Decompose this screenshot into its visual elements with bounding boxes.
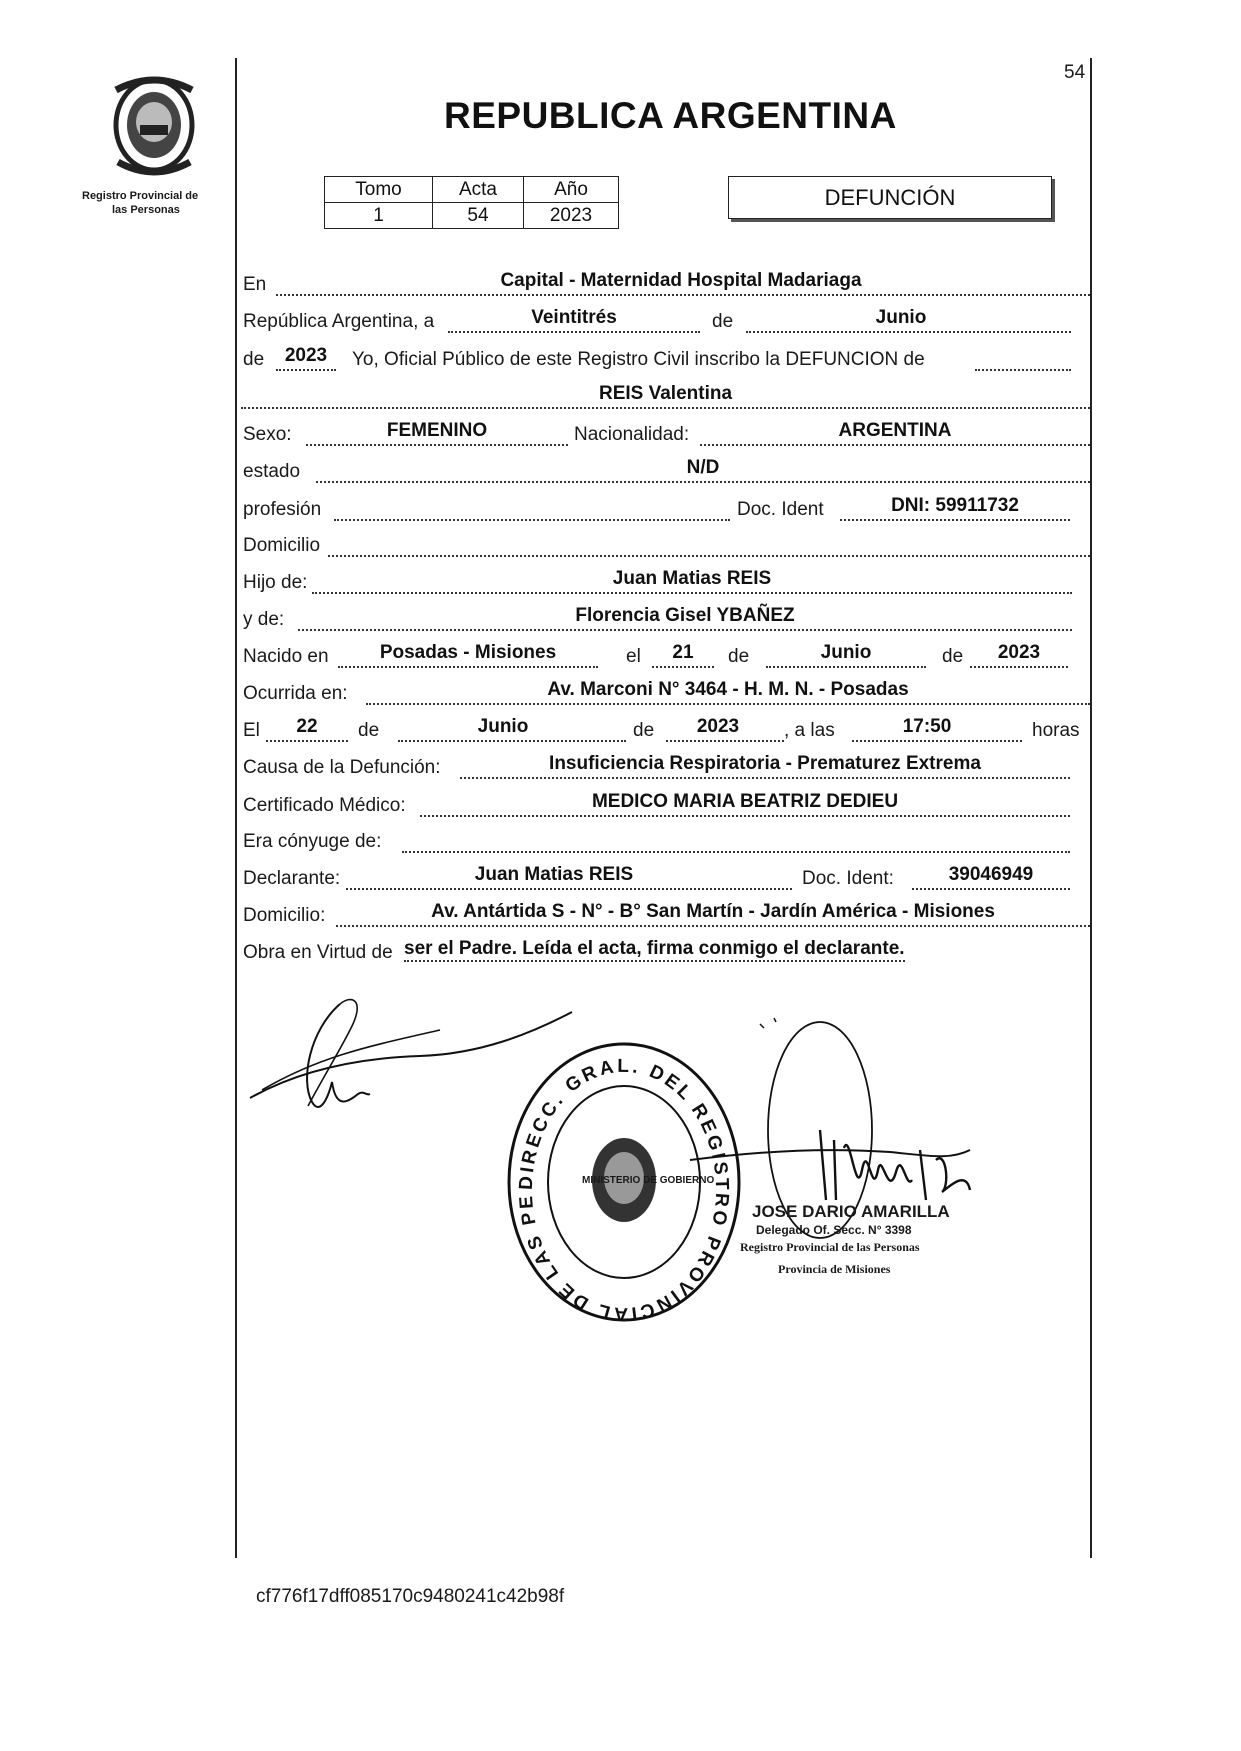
value-nac-anio: 2023	[997, 642, 1041, 663]
dots-def-dia	[266, 740, 348, 742]
value-causa: Insuficiencia Respiratoria - Prematurez Extrema	[549, 753, 981, 774]
value-estado: N/D	[686, 457, 720, 478]
label-el: el	[626, 646, 641, 667]
value-padre: Juan Matias REIS	[612, 568, 772, 589]
value-nacionalidad: ARGENTINA	[838, 420, 952, 441]
dots-profesion	[334, 519, 730, 521]
label-doc-ident: Doc. Ident	[737, 499, 824, 520]
value-nac-mes: Junio	[820, 642, 872, 663]
signatory-province: Provincia de Misiones	[778, 1262, 891, 1276]
value-declarante: Juan Matias REIS	[474, 864, 634, 885]
value-nacido-en: Posadas - Misiones	[379, 642, 557, 663]
value-declarante-doc: 39046949	[948, 864, 1034, 885]
label-estado: estado	[243, 461, 301, 482]
label-horas: horas	[1032, 720, 1080, 741]
label-hijo-de: Hijo de:	[243, 572, 308, 593]
label-a-las: , a las	[784, 720, 835, 741]
label-nacido-en: Nacido en	[243, 646, 329, 667]
label-de-def-mes: de	[358, 720, 380, 741]
org-line-2: las Personas	[112, 204, 180, 216]
dots-nacionalidad	[700, 444, 1090, 446]
dots-madre	[298, 629, 1072, 631]
label-certificado: Certificado Médico:	[243, 795, 406, 816]
value-anio: 2023	[524, 203, 619, 229]
signatory-role: Delegado Of. Secc. N° 3398	[756, 1223, 912, 1237]
dots-declarante-doc	[912, 888, 1070, 890]
value-nombre: REIS Valentina	[598, 383, 733, 404]
label-de-mes: de	[712, 311, 734, 332]
dots-nacido-en	[338, 666, 598, 668]
dots-estado	[316, 481, 1090, 483]
label-de-nac-anio: de	[942, 646, 964, 667]
statement-text: Yo, Oficial Público de este Registro Civil inscribo la DEFUNCION de	[352, 349, 925, 370]
dots-def-mes	[398, 740, 626, 742]
stamp-inner-text: MINISTERIO DE GOBIERNO	[582, 1175, 715, 1186]
left-margin-rule	[235, 58, 237, 1558]
stamp-outer-text: DIRECC. GRAL. DEL REGISTRO PROVINCIAL DE LAS PE	[515, 1055, 733, 1325]
dots-certificado	[420, 815, 1070, 817]
value-def-anio: 2023	[696, 716, 740, 737]
value-acta: 54	[433, 203, 524, 229]
label-republica: República Argentina, a	[243, 311, 435, 332]
value-lugar: Capital - Maternidad Hospital Madariaga	[500, 270, 862, 291]
label-de-anio: de	[243, 349, 265, 370]
right-margin-rule	[1090, 58, 1092, 1558]
dots-anio	[276, 369, 336, 371]
dots-nac-anio	[970, 666, 1068, 668]
page-title: REPUBLICA ARGENTINA	[444, 95, 897, 136]
signatory-name: JOSE DARIO AMARILLA	[752, 1202, 950, 1221]
label-de-def-anio: de	[633, 720, 655, 741]
value-mes: Junio	[875, 307, 927, 328]
label-domicilio-declarante: Domicilio:	[243, 905, 326, 926]
dots-dia	[448, 331, 700, 333]
dots-nac-mes	[766, 666, 926, 668]
dots-en	[276, 294, 1090, 296]
dots-mes	[746, 331, 1071, 333]
label-declarante: Declarante:	[243, 868, 341, 889]
value-dia-texto: Veintitrés	[531, 307, 617, 328]
dots-ocurrida	[366, 703, 1090, 705]
value-sexo: FEMENINO	[386, 420, 488, 441]
label-domicilio: Domicilio	[243, 535, 321, 556]
label-el-cap: El	[243, 720, 260, 741]
value-anio: 2023	[284, 345, 328, 366]
dots-hora	[852, 740, 1022, 742]
dots-declarante	[346, 888, 792, 890]
header-acta: Acta	[433, 177, 524, 203]
dots-nac-dia	[652, 666, 714, 668]
value-hora: 17:50	[902, 716, 952, 737]
document-hash: cf776f17dff085170c9480241c42b98f	[256, 1586, 565, 1607]
org-line-1: Registro Provincial de	[82, 190, 199, 202]
label-ocurrida-en: Ocurrida en:	[243, 683, 348, 704]
label-en: En	[243, 274, 267, 295]
dots-causa	[460, 777, 1070, 779]
dots-declarante-domicilio	[336, 925, 1090, 927]
value-def-mes: Junio	[477, 716, 529, 737]
label-obra: Obra en Virtud de	[243, 942, 393, 963]
record-type-box: DEFUNCIÓN	[728, 176, 1052, 219]
value-obra: ser el Padre. Leída el acta, firma conmigo el declarante.	[404, 938, 905, 962]
record-table	[324, 176, 619, 229]
label-sexo: Sexo:	[243, 424, 292, 445]
page-number: 54	[1064, 62, 1086, 83]
header-anio: Año	[524, 177, 619, 203]
value-def-dia: 22	[296, 716, 318, 737]
value-certificado: MEDICO MARIA BEATRIZ DEDIEU	[591, 791, 899, 812]
label-conyuge: Era cónyuge de:	[243, 831, 382, 852]
province-seal	[104, 70, 204, 180]
value-madre: Florencia Gisel YBAÑEZ	[575, 605, 795, 626]
dots-nombre	[241, 407, 1090, 409]
label-profesion: profesión	[243, 499, 322, 520]
value-nac-dia: 21	[672, 642, 694, 663]
dots-statement	[975, 369, 1071, 371]
dots-def-anio	[666, 740, 784, 742]
dots-doc-ident	[840, 519, 1070, 521]
value-tomo: 1	[325, 203, 433, 229]
dots-conyuge	[402, 851, 1070, 853]
dots-padre	[312, 592, 1072, 594]
dots-domicilio	[328, 555, 1090, 557]
signatory-org: Registro Provincial de las Personas	[740, 1240, 920, 1254]
label-y-de: y de:	[243, 609, 285, 630]
label-de-nac-mes: de	[728, 646, 750, 667]
value-ocurrida-en: Av. Marconi N° 3464 - H. M. N. - Posadas	[547, 679, 909, 700]
value-doc-ident: DNI: 59911732	[891, 495, 1019, 516]
label-doc-ident-declarante: Doc. Ident:	[802, 868, 894, 889]
header-tomo: Tomo	[325, 177, 433, 203]
label-causa: Causa de la Defunción:	[243, 757, 441, 778]
label-nacionalidad: Nacionalidad:	[574, 424, 690, 445]
value-declarante-domicilio: Av. Antártida S - N° - B° San Martín - Jardín América - Misiones	[431, 901, 995, 922]
dots-sexo	[306, 444, 568, 446]
